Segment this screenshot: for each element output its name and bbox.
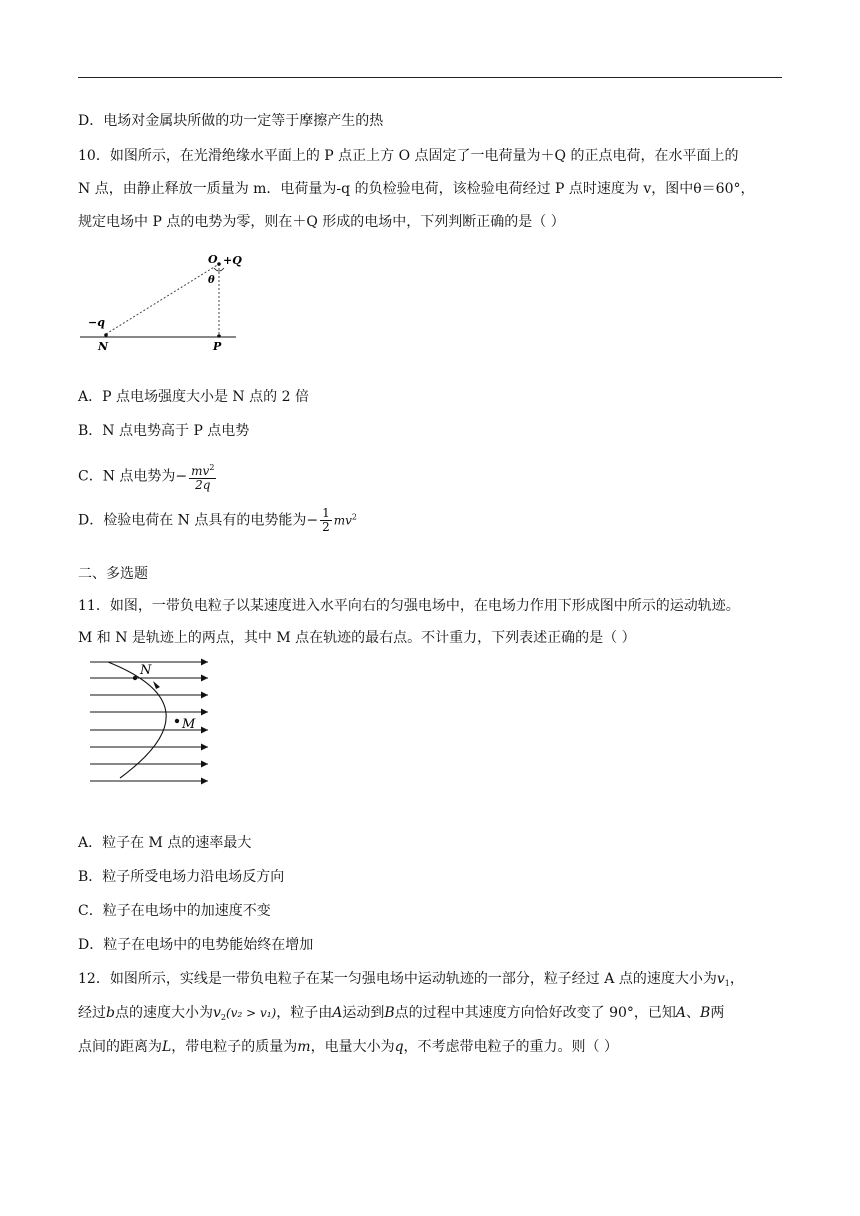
label-p: P — [213, 340, 222, 353]
charge-o-point — [217, 262, 221, 266]
q10-option-d: D．检验电荷在 N 点具有的电势能为− $\frac{1}{2}$ $mv^2$ — [78, 506, 358, 534]
q12-line-3: 点间的距离为L，带电粒子的质量为m，电量大小为q，不考虑带电粒子的重力。则（ ） — [78, 1039, 618, 1055]
q10-figure — [78, 250, 248, 356]
point-n — [133, 676, 137, 680]
q11-line-1: 11．如图，一带负电粒子以某速度进入水平向右的匀强电场中，在电场力作用下形成图中所示的运动轨迹。 — [78, 598, 740, 614]
q12-line-1: 12．如图所示，实线是一带负电粒子在某一匀强电场中运动轨迹的一部分，粒子经过 A 点的速度大小为$v_1$， — [78, 971, 744, 988]
q11-option-d: D．粒子在电场中的电势能始终在增加 — [78, 937, 314, 953]
section-title: 二、多选题 — [78, 566, 148, 582]
q10-option-c-fraction: $\frac{mv^2}{2q}$ — [191, 463, 215, 492]
label-n: N — [140, 663, 152, 678]
line-o-n — [106, 264, 219, 334]
q10-option-a: A．P 点电场强度大小是 N 点的 2 倍 — [78, 389, 309, 405]
q10-line-1: 10．如图所示，在光滑绝缘水平面上的 P 点正上方 O 点固定了一电荷量为＋Q 的正点电荷，在水平面上的 — [78, 148, 739, 164]
q11-line-2: M 和 N 是轨迹上的两点，其中 M 点在轨迹的最右点。不计重力，下列表述正确的是（ ） — [78, 630, 636, 646]
q10-option-d-fraction: $\frac{1}{2}$ — [322, 506, 330, 534]
q10-option-b: B．N 点电势高于 P 点电势 — [78, 423, 250, 439]
prev-option-d: D．电场对金属块所做的功一定等于摩擦产生的热 — [78, 113, 384, 129]
label-minus-q: −q — [88, 316, 105, 329]
label-n: N — [98, 340, 109, 353]
q11-option-b: B．粒子所受电场力沿电场反方向 — [78, 869, 285, 885]
trajectory-arrow — [153, 681, 160, 689]
label-plus-q: +Q — [223, 254, 242, 267]
header-rule — [78, 77, 782, 78]
q11-figure — [86, 654, 212, 790]
q11-option-a: A．粒子在 M 点的速率最大 — [78, 835, 252, 851]
q10-line-3: 规定电场中 P 点的电势为零，则在＋Q 形成的电场中，下列判断正确的是（ ） — [78, 214, 565, 230]
q12-line-2: 经过b点的速度大小为$v_2(v_2 > v_1)$，粒子由A运动到B点的过程中其速度方向恰好改变了 90°，已知A、B两 — [78, 1005, 725, 1022]
q10-option-c: C．N 点电势为− $\frac{mv^2}{2q}$ — [78, 463, 215, 492]
q11-option-c: C．粒子在电场中的加速度不变 — [78, 903, 271, 919]
point-m — [175, 719, 179, 723]
trajectory-curve — [108, 662, 166, 778]
label-m: M — [182, 717, 196, 732]
point-n — [104, 333, 108, 337]
label-theta: θ — [208, 275, 215, 286]
point-p — [217, 334, 221, 338]
label-o: O — [208, 253, 218, 266]
q10-line-2: N 点，由静止释放一质量为 m．电荷量为-q 的负检验电荷，该检验电荷经过 P 点时速度为 v，图中θ＝60°， — [78, 181, 755, 197]
